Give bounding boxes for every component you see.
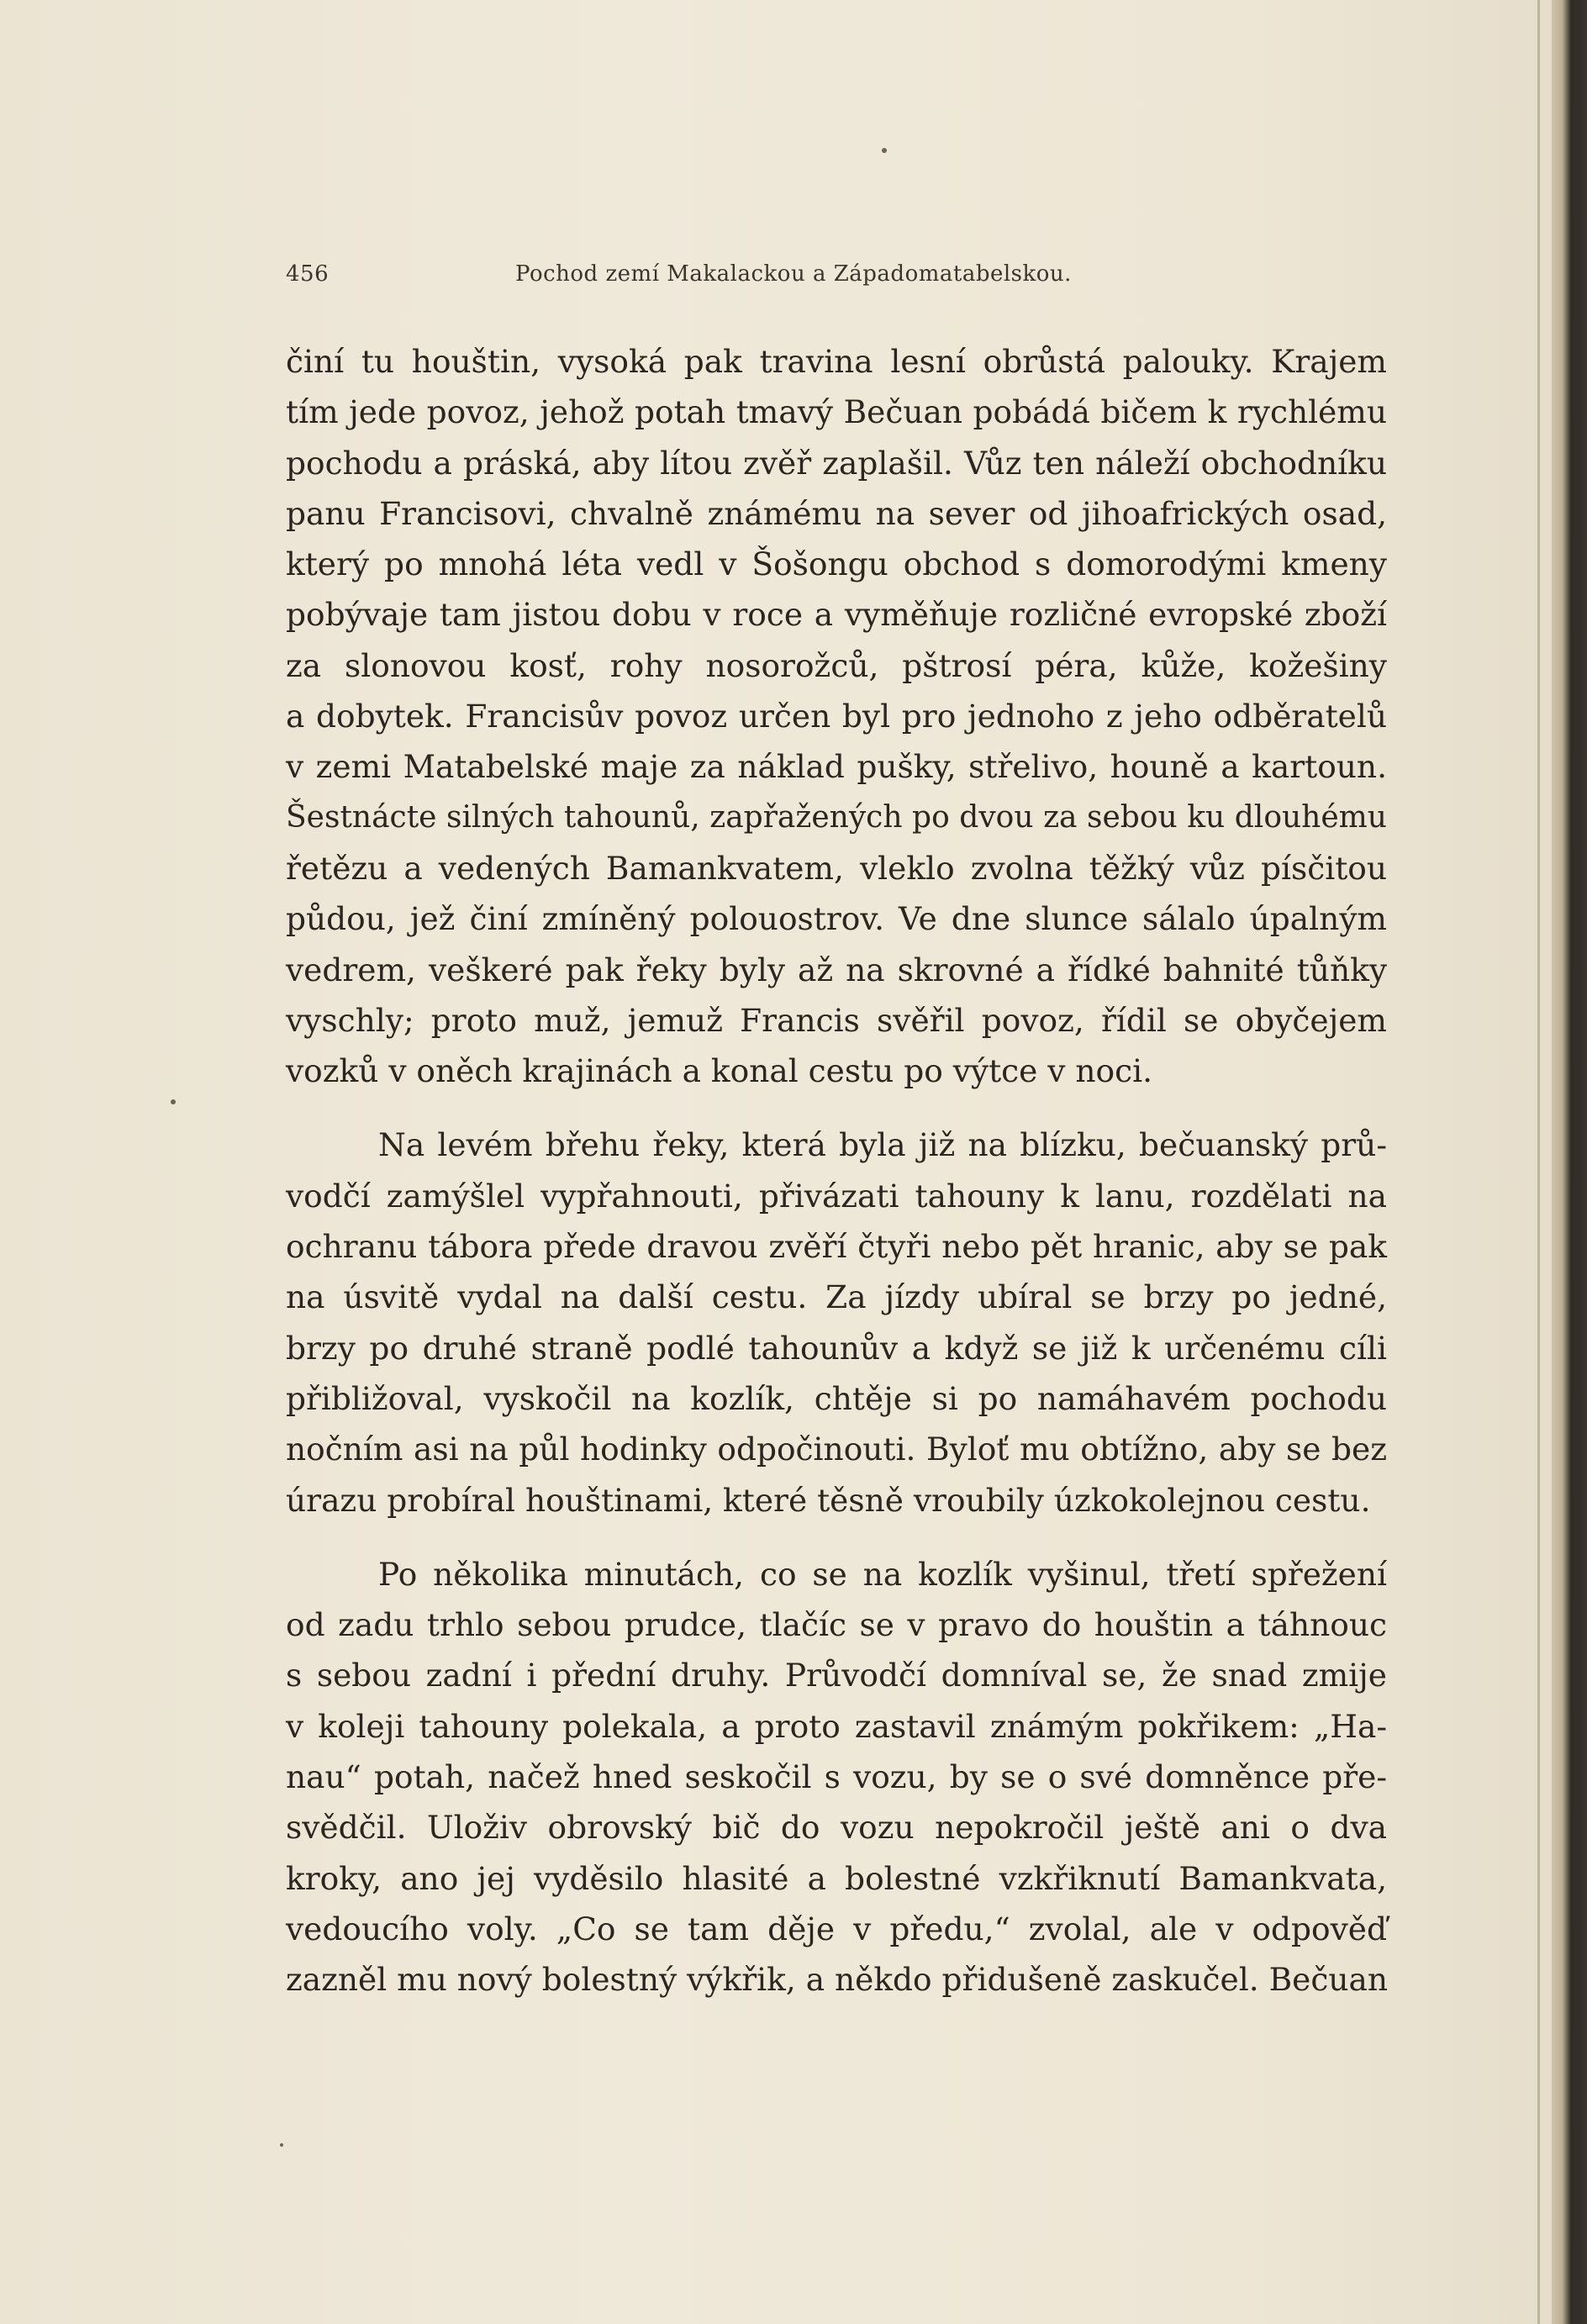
ink-speck [280, 2143, 283, 2147]
text-line: pochodu a práská, aby lítou zvěř zaplašil. Vůz ten náleží obchodníku [286, 444, 1387, 482]
paragraph-1 [286, 336, 1387, 1096]
text-line: panu Francisovi, chvalně známému na sever od jihoafrických osad, [286, 494, 1387, 532]
ink-speck [171, 1099, 176, 1104]
page-header [286, 261, 1387, 295]
text-line: a dobytek. Francisův povoz určen byl pro jednoho z jeho odběratelů [286, 698, 1387, 735]
text-line: přibližoval, vyskočil na kozlík, chtěje si po namáhavém pochodu [286, 1379, 1387, 1417]
text-line: řetězu a vedených Bamankvatem, vleklo zvolna těžký vůz písčitou [286, 849, 1387, 887]
text-line: nočním asi na půl hodinky odpočinouti. Byloť mu obtížno, aby se bez [286, 1431, 1387, 1468]
page-edge-shadow [1552, 0, 1587, 2324]
body-text [286, 336, 1387, 2029]
text-line: vedrem, veškeré pak řeky byly až na skrovné a řídké bahnité tůňky [286, 951, 1387, 988]
paragraph-2 [286, 1120, 1387, 1525]
text-line: za slonovou kosť, rohy nosorožců, pštrosí péra, kůže, kožešiny [286, 646, 1387, 684]
running-title: Pochod zemí Makalackou a Západomatabelskou. [515, 261, 1072, 287]
text-line: vodčí zamýšlel vypřahnouti, přivázati tahouny k lanu, rozdělati na [286, 1177, 1387, 1215]
text-line: půdou, jež činí zmíněný polouostrov. Ve dne slunce sálalo úpalným [286, 900, 1387, 938]
text-line: pobývaje tam jistou dobu v roce a vyměňuje rozličné evropské zboží [286, 596, 1387, 634]
binding-crease [1537, 0, 1540, 2324]
text-line: vyschly; proto muž, jemuž Francis svěřil povoz, řídil se obyčejem [286, 1001, 1387, 1039]
text-line: svědčil. Uloživ obrovský bič do vozu nepokročil ještě ani o dva [286, 1809, 1387, 1847]
text-line: Šestnácte silných tahounů, zapřažených po dvou za sebou ku dlouhému [286, 799, 1387, 835]
text-line: vozků v oněch krajinách a konal cestu po výtce v noci. [286, 1052, 1153, 1090]
text-line: brzy po druhé straně podlé tahounův a když se již k určenému cíli [286, 1329, 1387, 1367]
text-line: který po mnohá léta vedl v Šošongu obchod s domorodými kmeny [286, 545, 1387, 583]
text-line: od zadu trhlo sebou prudce, tlačíc se v pravo do houštin a táhnouc [286, 1606, 1387, 1644]
text-line: nau“ potah, načež hned seskočil s vozu, by se o své domněnce pře- [286, 1758, 1387, 1796]
text-line: úrazu probíral houštinami, které těsně vroubily úzkokolejnou cestu. [286, 1481, 1371, 1519]
text-line: vedoucího voly. „Co se tam děje v předu,“ zvolal, ale v odpověď [286, 1910, 1387, 1947]
page-number: 456 [286, 261, 330, 287]
text-line: s sebou zadní i přední druhy. Průvodčí domníval se, že snad zmije [286, 1657, 1387, 1694]
ink-speck [882, 148, 887, 153]
text-line: v koleji tahouny polekala, a proto zastavil známým pokřikem: „Ha- [286, 1707, 1387, 1745]
text-line: Na levém břehu řeky, která byla již na blízku, bečuanský prů- [378, 1126, 1387, 1164]
text-line: Po několika minutách, co se na kozlík vyšinul, třetí spřežení [378, 1555, 1387, 1593]
text-line: v zemi Matabelské maje za náklad pušky, střelivo, houně a kartoun. [286, 748, 1387, 786]
text-line: na úsvitě vydal na další cestu. Za jízdy ubíral se brzy po jedné, [286, 1278, 1387, 1316]
text-line: tím jede povoz, jehož potah tmavý Bečuan pobádá bičem k rychlému [286, 393, 1387, 431]
text-line: zazněl mu nový bolestný výkřik, a někdo přidušeně zaskučel. Bečuan [286, 1961, 1388, 1999]
text-line: činí tu houštin, vysoká pak travina lesní obrůstá palouky. Krajem [286, 343, 1387, 380]
text-line: kroky, ano jej vyděsilo hlasité a bolestné vzkřiknutí Bamankvata, [286, 1859, 1387, 1897]
paragraph-3 [286, 1549, 1387, 2005]
text-line: ochranu tábora přede dravou zvěří čtyři nebo pět hranic, aby se pak [286, 1228, 1387, 1266]
